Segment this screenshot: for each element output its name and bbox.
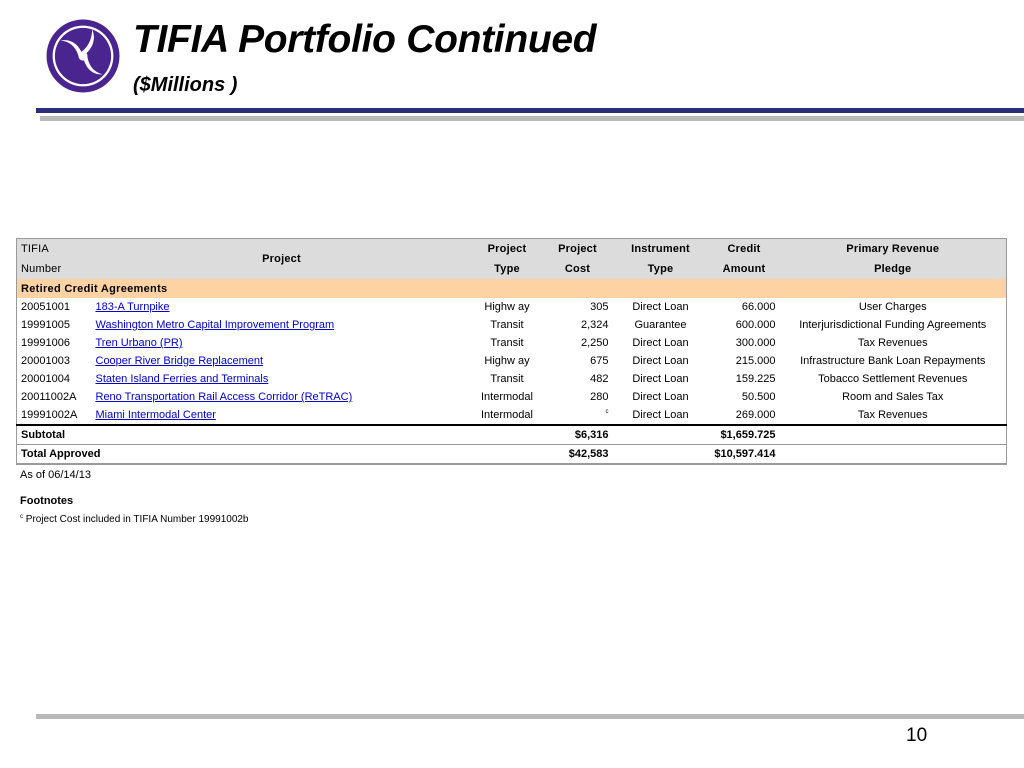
section-label: Retired Credit Agreements xyxy=(17,279,1007,298)
header-credit-top: Credit xyxy=(709,239,780,260)
portfolio-table xyxy=(16,238,1007,465)
project-link[interactable]: Tren Urbano (PR) xyxy=(95,337,183,349)
footer-rule xyxy=(36,714,1024,719)
header-instrument-bottom: Type xyxy=(613,259,709,279)
project-link[interactable]: Miami Intermodal Center xyxy=(95,409,216,421)
header-number-bottom: Number xyxy=(17,259,92,279)
footnote-marker: c xyxy=(605,409,609,415)
header-rule-gray xyxy=(40,116,1024,121)
table-row xyxy=(17,316,1007,334)
header-project: Project xyxy=(92,239,472,280)
table-row xyxy=(17,370,1007,388)
header-number-top: TIFIA xyxy=(17,239,92,260)
project-type: Highw ay xyxy=(484,355,530,367)
project-cost: 305 xyxy=(590,301,609,313)
subtotal-label: Subtotal xyxy=(17,425,543,445)
header-type-bottom: Type xyxy=(472,259,543,279)
instrument-type: Direct Loan xyxy=(632,391,689,403)
total-row xyxy=(17,445,1007,465)
tifia-number: 20001004 xyxy=(17,370,92,388)
as-of-date: As of 06/14/13 xyxy=(20,469,91,481)
header-type-top: Project xyxy=(472,239,543,260)
subtotal-credit: $1,659.725 xyxy=(709,425,780,445)
tifia-number: 20011002A xyxy=(17,388,92,406)
subtotal-row xyxy=(17,425,1007,445)
footnotes-title: Footnotes xyxy=(20,495,74,507)
project-cost: 280 xyxy=(590,391,609,403)
project-type: Transit xyxy=(490,337,524,349)
project-link[interactable]: Reno Transportation Rail Access Corridor (ReTRAC) xyxy=(95,391,353,403)
project-cost: 675 xyxy=(590,355,609,367)
revenue-pledge: Tobacco Settlement Revenues xyxy=(780,370,1007,388)
header-cost-bottom: Cost xyxy=(543,259,613,279)
instrument-type: Direct Loan xyxy=(632,409,689,421)
tifia-number: 19991006 xyxy=(17,334,92,352)
project-link[interactable]: Staten Island Ferries and Terminals xyxy=(95,373,269,385)
table-row xyxy=(17,388,1007,406)
instrument-type: Direct Loan xyxy=(632,337,689,349)
page-title: TIFIA Portfolio Continued xyxy=(133,18,597,61)
project-link[interactable]: Washington Metro Capital Improvement Program xyxy=(95,319,335,331)
revenue-pledge: Infrastructure Bank Loan Repayments xyxy=(780,352,1007,370)
credit-amount: 159.225 xyxy=(735,373,776,385)
tifia-number: 19991005 xyxy=(17,316,92,334)
project-link[interactable]: 183-A Turnpike xyxy=(95,301,170,313)
instrument-type: Direct Loan xyxy=(632,355,689,367)
credit-amount: 215.000 xyxy=(735,355,776,367)
dot-logo-icon xyxy=(45,18,121,94)
total-credit: $10,597.414 xyxy=(709,445,780,465)
instrument-type: Direct Loan xyxy=(632,301,689,313)
header-cost-top: Project xyxy=(543,239,613,260)
header-instrument-top: Instrument xyxy=(613,239,709,260)
project-type: Transit xyxy=(490,373,524,385)
tifia-number: 20001003 xyxy=(17,352,92,370)
credit-amount: 66.000 xyxy=(741,301,776,313)
footnote-body: Project Cost included in TIFIA Number 19991002b xyxy=(23,514,249,525)
credit-amount: 600.000 xyxy=(735,319,776,331)
subtotal-cost: $6,316 xyxy=(543,425,613,445)
credit-amount: 50.500 xyxy=(741,391,776,403)
header-credit-bottom: Amount xyxy=(709,259,780,279)
table-row xyxy=(17,352,1007,370)
credit-amount: 300.000 xyxy=(735,337,776,349)
instrument-type: Guarantee xyxy=(634,319,687,331)
revenue-pledge: User Charges xyxy=(780,298,1007,316)
instrument-type: Direct Loan xyxy=(632,373,689,385)
header-rule-blue xyxy=(36,108,1024,113)
project-cost: 2,324 xyxy=(580,319,609,331)
revenue-pledge: Interjurisdictional Funding Agreements xyxy=(780,316,1007,334)
revenue-pledge: Room and Sales Tax xyxy=(780,388,1007,406)
footnote-text xyxy=(20,514,249,525)
total-label: Total Approved xyxy=(17,445,543,465)
project-type: Highw ay xyxy=(484,301,530,313)
project-cost: 2,250 xyxy=(580,337,609,349)
project-type: Intermodal xyxy=(481,391,533,403)
project-type: Intermodal xyxy=(481,409,533,421)
credit-amount: 269.000 xyxy=(735,409,776,421)
page-number: 10 xyxy=(906,725,928,746)
project-link[interactable]: Cooper River Bridge Replacement xyxy=(95,355,264,367)
table-row xyxy=(17,406,1007,425)
header-pledge-bottom: Pledge xyxy=(780,259,1007,279)
table-row xyxy=(17,298,1007,316)
table-row xyxy=(17,334,1007,352)
tifia-number: 19991002A xyxy=(17,406,92,425)
revenue-pledge: Tax Revenues xyxy=(780,334,1007,352)
page-subtitle: ($Millions ) xyxy=(133,74,238,96)
header-pledge-top: Primary Revenue xyxy=(780,239,1007,260)
tifia-number: 20051001 xyxy=(17,298,92,316)
project-type: Transit xyxy=(490,319,524,331)
total-cost: $42,583 xyxy=(543,445,613,465)
project-cost: 482 xyxy=(590,373,609,385)
revenue-pledge: Tax Revenues xyxy=(780,406,1007,425)
footnote-marker: c xyxy=(20,514,23,520)
